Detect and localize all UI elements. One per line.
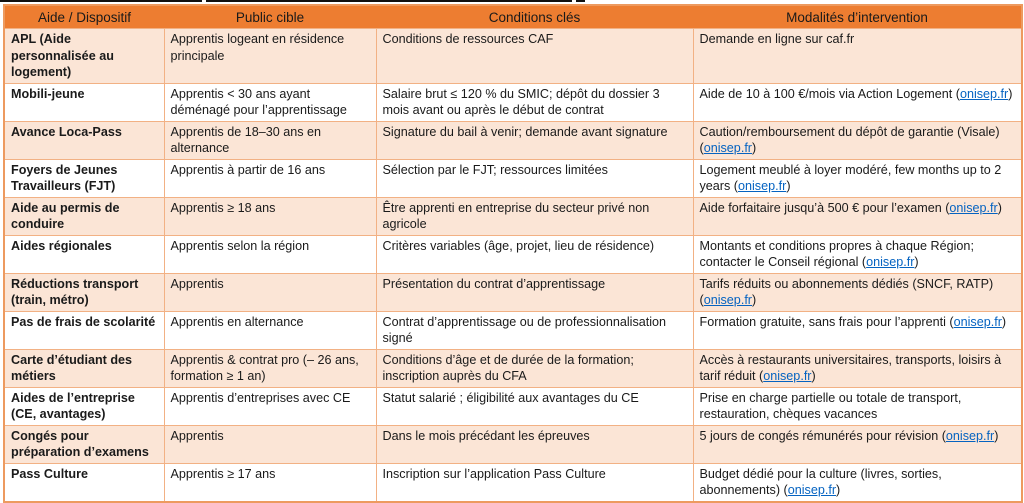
public-cible-cell: Apprentis ≥ 18 ans (164, 197, 376, 235)
onisep-link[interactable]: onisep.fr (787, 483, 837, 497)
aide-cell: Pas de frais de scolarité (4, 311, 164, 349)
public-cible-cell: Apprentis (164, 425, 376, 463)
public-cible-cell: Apprentis selon la région (164, 235, 376, 273)
aide-cell: Congés pour préparation d’examens (4, 425, 164, 463)
conditions-cell: Être apprenti en entreprise du secteur privé non agricole (376, 197, 693, 235)
aide-cell: Avance Loca-Pass (4, 121, 164, 159)
conditions-cell: Conditions de ressources CAF (376, 29, 693, 84)
modalites-cell: Logement meublé à loyer modéré, few months up to 2 years (onisep.fr) (693, 159, 1022, 197)
aide-cell: Aide au permis de conduire (4, 197, 164, 235)
aide-cell: Aides régionales (4, 235, 164, 273)
table-row (4, 159, 1022, 197)
cut-off-title-underline (576, 0, 585, 2)
public-cible-cell: Apprentis logeant en résidence principale (164, 29, 376, 84)
public-cible-cell: Apprentis ≥ 17 ans (164, 463, 376, 502)
aide-cell: Mobili-jeune (4, 83, 164, 121)
conditions-cell: Statut salarié ; éligibilité aux avantages du CE (376, 387, 693, 425)
conditions-cell: Sélection par le FJT; ressources limitées (376, 159, 693, 197)
table-row (4, 463, 1022, 502)
table-row (4, 349, 1022, 387)
col-header-conditions-cles: Conditions clés (376, 5, 693, 29)
modalites-cell: 5 jours de congés rémunérés pour révision (onisep.fr) (693, 425, 1022, 463)
public-cible-cell: Apprentis & contrat pro (– 26 ans, formation ≥ 1 an) (164, 349, 376, 387)
table-row (4, 121, 1022, 159)
aide-cell: Pass Culture (4, 463, 164, 502)
conditions-cell: Dans le mois précédant les épreuves (376, 425, 693, 463)
table-row (4, 425, 1022, 463)
onisep-link[interactable]: onisep.fr (703, 141, 753, 155)
modalites-cell: Demande en ligne sur caf.fr (693, 29, 1022, 84)
onisep-link[interactable]: onisep.fr (703, 293, 753, 307)
public-cible-cell: Apprentis (164, 273, 376, 311)
cut-off-title-underline (206, 0, 572, 2)
modalites-cell: Aide forfaitaire jusqu’à 500 € pour l’examen (onisep.fr) (693, 197, 1022, 235)
conditions-cell: Conditions d’âge et de durée de la formation; inscription auprès du CFA (376, 349, 693, 387)
modalites-cell: Montants et conditions propres à chaque Région; contacter le Conseil régional (onisep.fr) (693, 235, 1022, 273)
conditions-cell: Signature du bail à venir; demande avant signature (376, 121, 693, 159)
public-cible-cell: Apprentis < 30 ans ayant déménagé pour l’apprentissage (164, 83, 376, 121)
table-row (4, 311, 1022, 349)
modalites-cell: Caution/remboursement du dépôt de garantie (Visale) (onisep.fr) (693, 121, 1022, 159)
aide-cell: Foyers de Jeunes Travailleurs (FJT) (4, 159, 164, 197)
aides-apprentis-table (3, 4, 1023, 503)
aide-cell: Réductions transport (train, métro) (4, 273, 164, 311)
onisep-link[interactable]: onisep.fr (949, 200, 998, 215)
cut-off-title-underline (0, 0, 202, 2)
aide-cell: APL (Aide personnalisée au logement) (4, 29, 164, 84)
onisep-link[interactable]: onisep.fr (866, 255, 915, 269)
table-row (4, 83, 1022, 121)
onisep-link[interactable]: onisep.fr (945, 428, 995, 443)
conditions-cell: Critères variables (âge, projet, lieu de résidence) (376, 235, 693, 273)
aide-cell: Aides de l’entreprise (CE, avantages) (4, 387, 164, 425)
modalites-cell: Budget dédié pour la culture (livres, sorties, abonnements) (onisep.fr) (693, 463, 1022, 502)
public-cible-cell: Apprentis de 18–30 ans en alternance (164, 121, 376, 159)
modalites-cell: Tarifs réduits ou abonnements dédiés (SNCF, RATP) (onisep.fr) (693, 273, 1022, 311)
table-row (4, 29, 1022, 84)
aide-cell: Carte d’étudiant des métiers (4, 349, 164, 387)
col-header-public-cible: Public cible (164, 5, 376, 29)
public-cible-cell: Apprentis en alternance (164, 311, 376, 349)
table-header-row (4, 5, 1022, 29)
modalites-cell: Accès à restaurants universitaires, transports, loisirs à tarif réduit (onisep.fr) (693, 349, 1022, 387)
public-cible-cell: Apprentis d’entreprises avec CE (164, 387, 376, 425)
modalites-cell: Prise en charge partielle ou totale de transport, restauration, chèques vacances (693, 387, 1022, 425)
modalites-cell: Formation gratuite, sans frais pour l’apprenti (onisep.fr) (693, 311, 1022, 349)
col-header-aide-dispositif: Aide / Dispositif (4, 5, 164, 29)
onisep-link[interactable]: onisep.fr (738, 179, 787, 193)
public-cible-cell: Apprentis à partir de 16 ans (164, 159, 376, 197)
table-row (4, 273, 1022, 311)
conditions-cell: Présentation du contrat d’apprentissage (376, 273, 693, 311)
table-row (4, 197, 1022, 235)
table-body (4, 29, 1022, 502)
onisep-link[interactable]: onisep.fr (959, 86, 1009, 101)
table-row (4, 387, 1022, 425)
conditions-cell: Inscription sur l’application Pass Culture (376, 463, 693, 502)
conditions-cell: Contrat d’apprentissage ou de professionnalisation signé (376, 311, 693, 349)
col-header-modalites-intervention: Modalités d’intervention (693, 5, 1022, 29)
conditions-cell: Salaire brut ≤ 120 % du SMIC; dépôt du dossier 3 mois avant ou après le début de contrat (376, 83, 693, 121)
modalites-cell: Aide de 10 à 100 €/mois via Action Logement (onisep.fr) (693, 83, 1022, 121)
onisep-link[interactable]: onisep.fr (763, 369, 812, 383)
table-row (4, 235, 1022, 273)
onisep-link[interactable]: onisep.fr (953, 314, 1002, 329)
